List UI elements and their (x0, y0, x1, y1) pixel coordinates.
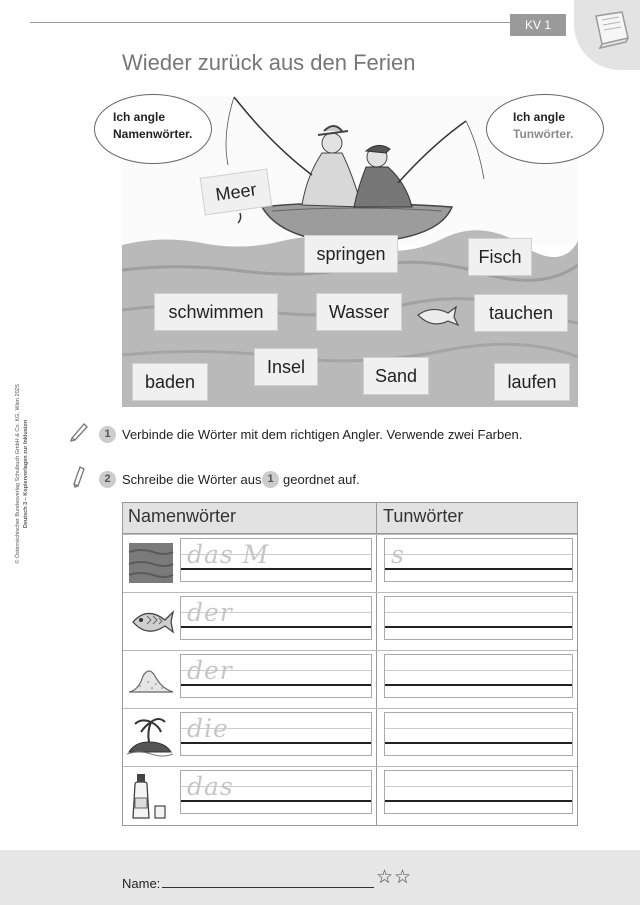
noun-writing-field[interactable] (180, 770, 372, 814)
island-icon (125, 712, 175, 764)
table-row (123, 592, 577, 651)
task-number-1: 1 (99, 426, 116, 443)
name-field[interactable] (162, 887, 374, 888)
sand-heap-icon (125, 654, 175, 706)
word-card-wasser[interactable]: Wasser (316, 293, 402, 331)
verb-writing-field[interactable] (384, 712, 573, 756)
task-reference-1: 1 (262, 471, 279, 488)
word-card-sand[interactable]: Sand (363, 357, 429, 395)
table-header (123, 503, 577, 534)
noun-hint: die (187, 714, 229, 743)
header-tunwoerter: Tunwörter (383, 506, 464, 526)
page-title: Wieder zurück aus den Ferien (122, 50, 416, 75)
worksheet-badge: KV 1 (510, 14, 566, 36)
water-icon (125, 538, 175, 590)
bubble-right-line1: Ich angle (513, 110, 566, 124)
bubble-right-line2: Tunwörter. (513, 127, 574, 141)
bubble-left-line1: Ich angle (113, 110, 166, 124)
book-icon (588, 8, 634, 52)
word-card-schwimmen[interactable]: schwimmen (154, 293, 278, 331)
noun-writing-field[interactable] (180, 712, 372, 756)
name-label: Name: (122, 876, 161, 891)
fish-icon (125, 596, 175, 648)
verb-writing-field[interactable] (384, 596, 573, 640)
verb-hint: s (391, 540, 405, 569)
table-row (123, 534, 577, 593)
word-card-springen[interactable]: springen (304, 235, 398, 273)
bottle-icon (125, 770, 175, 822)
table-row (123, 650, 577, 709)
word-card-fisch[interactable]: Fisch (468, 238, 532, 276)
footer-bar (0, 850, 640, 905)
word-card-baden[interactable]: baden (132, 363, 208, 401)
word-sorting-table (122, 502, 578, 826)
task-number-2: 2 (99, 471, 116, 488)
difficulty-stars-icon: ☆☆ (376, 867, 413, 888)
verb-writing-field[interactable] (384, 654, 573, 698)
header-rule (30, 22, 510, 23)
speech-bubble-right (486, 94, 604, 164)
word-card-laufen[interactable]: laufen (494, 363, 570, 401)
noun-hint: der (187, 656, 233, 685)
noun-writing-field[interactable] (180, 538, 372, 582)
word-card-insel[interactable]: Insel (254, 348, 318, 386)
speech-bubble-left (94, 94, 212, 164)
word-card-tauchen[interactable]: tauchen (474, 294, 568, 332)
table-row (123, 708, 577, 767)
verb-writing-field[interactable] (384, 538, 573, 582)
noun-writing-field[interactable] (180, 654, 372, 698)
task-1-text: Verbinde die Wörter mit dem richtigen Angler. Verwende zwei Farben. (122, 427, 523, 442)
verb-writing-field[interactable] (384, 770, 573, 814)
word-card-meer[interactable]: Meer (200, 168, 273, 215)
noun-writing-field[interactable] (180, 596, 372, 640)
task-2-text-end: geordnet auf. (283, 472, 360, 487)
header-namenwoerter: Namenwörter (128, 506, 237, 526)
copyright-note (14, 324, 30, 624)
corner-tab (574, 0, 640, 70)
table-row (123, 766, 577, 825)
noun-hint: der (187, 598, 233, 627)
bubble-left-line2: Namenwörter. (113, 127, 193, 141)
publication-line: Deutsch 3 – Kopiervorlagen zur Inklusion (23, 419, 29, 529)
task-2-text-start: Schreibe die Wörter aus (122, 472, 262, 487)
noun-hint: das (187, 772, 234, 801)
pencil-icon (68, 464, 90, 488)
copyright-line: © Österreichischer Bundesverlag Schulbuch GmbH & Co. KG, Wien 2025 (15, 384, 21, 564)
noun-hint: das M (187, 540, 270, 569)
pencil-icon (68, 420, 90, 442)
